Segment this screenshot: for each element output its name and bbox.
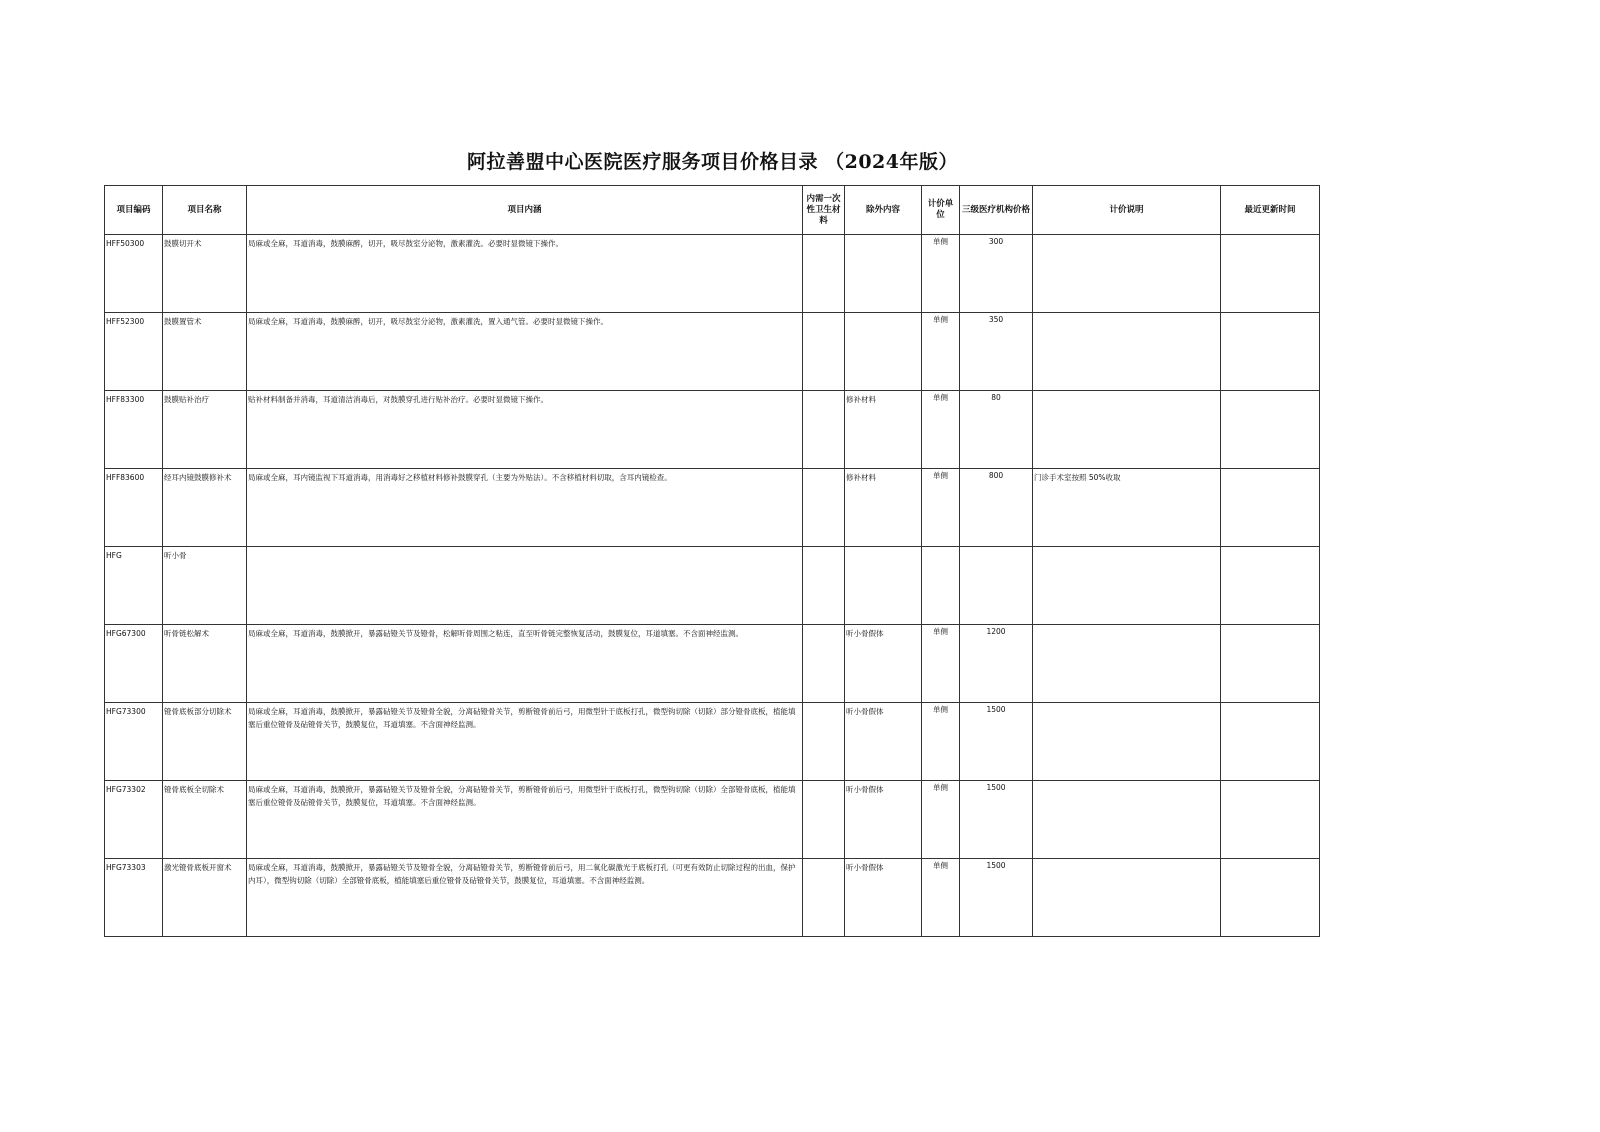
cell-price: 1500 (986, 861, 1006, 870)
cell-code: HFF50300 (106, 239, 145, 248)
cell-note (1033, 547, 1220, 549)
cell-unit: 单侧 (933, 861, 948, 870)
header-price: 三级医疗机构价格 (960, 186, 1033, 235)
cell-code: HFG (106, 551, 122, 560)
cell-price: 1500 (986, 783, 1006, 792)
cell-included (803, 235, 844, 237)
cell-updated (1221, 859, 1319, 861)
cell-updated (1221, 313, 1319, 315)
cell-note (1033, 859, 1220, 861)
cell-included (803, 781, 844, 783)
cell-name: 听小骨 (164, 551, 187, 560)
cell-unit: 单侧 (933, 393, 948, 402)
cell-included (803, 313, 844, 315)
cell-name: 经耳内镜鼓膜修补术 (164, 473, 232, 482)
cell-note (1033, 703, 1220, 705)
table-row (105, 781, 1320, 859)
table-row (105, 235, 1320, 313)
cell-updated (1221, 625, 1319, 627)
cell-included (803, 391, 844, 393)
cell-name: 听骨链松解术 (164, 629, 209, 638)
cell-price: 300 (988, 237, 1004, 246)
cell-code: HFG73303 (106, 863, 146, 872)
cell-code: HFG73300 (106, 707, 146, 716)
cell-unit: 单侧 (933, 627, 948, 636)
header-code: 项目编码 (105, 186, 163, 235)
cell-unit: 单侧 (933, 237, 948, 246)
cell-code: HFG73302 (106, 785, 146, 794)
cell-content (247, 547, 802, 549)
header-name: 项目名称 (163, 186, 247, 235)
cell-unit: 单侧 (933, 471, 948, 480)
cell-updated (1221, 235, 1319, 237)
cell-note (1033, 781, 1220, 783)
document-title: 阿拉善盟中心医院医疗服务项目价格目录 （2024年版） (467, 151, 958, 173)
cell-excluded: 修补材料 (846, 473, 876, 482)
cell-price: 80 (991, 393, 1001, 402)
cell-unit: 单侧 (933, 783, 948, 792)
header-note: 计价说明 (1033, 186, 1221, 235)
cell-code: HFF83600 (106, 473, 145, 482)
cell-content: 局麻或全麻，耳道消毒，鼓膜掀开，暴露砧镫关节及镫骨全貌，分离砧镫骨关节，剪断镫骨前后弓，用微型针于底板打孔，微型钩切除（切除）全部镫骨底板，植能填塞后重位镫骨及砧镫骨关节，鼓膜复位，耳道填塞。不含面神经监测。 (248, 785, 796, 807)
header-content: 项目内涵 (247, 186, 803, 235)
cell-note (1033, 625, 1220, 627)
cell-name: 镫骨底板全切除术 (164, 785, 224, 794)
cell-price: 350 (988, 315, 1004, 324)
cell-name: 鼓膜贴补治疗 (164, 395, 209, 404)
cell-code: HFG67300 (106, 629, 146, 638)
cell-content: 局麻或全麻，耳内镜监视下耳道消毒，用消毒好之移植材料修补鼓膜穿孔（主要为外贴法）。不含移植材料切取，含耳内镜检查。 (248, 473, 672, 482)
header-unit: 计价单位 (922, 186, 960, 235)
cell-excluded: 听小骨假体 (846, 707, 884, 716)
cell-updated (1221, 703, 1319, 705)
price-catalog-table (104, 185, 1320, 937)
cell-note (1033, 235, 1220, 237)
cell-included (803, 469, 844, 471)
cell-excluded: 听小骨假体 (846, 785, 884, 794)
cell-content: 贴补材料制备并消毒，耳道清洁消毒后，对鼓膜穿孔进行贴补治疗。必要时显微镜下操作。 (248, 395, 548, 404)
cell-excluded: 听小骨假体 (846, 629, 884, 638)
header-updated: 最近更新时间 (1221, 186, 1320, 235)
cell-included (803, 547, 844, 549)
cell-content: 局麻或全麻，耳道消毒，鼓膜麻醉，切开，吸尽鼓室分泌物，激素灌洗，置入通气管。必要时显微镜下操作。 (248, 317, 608, 326)
cell-updated (1221, 547, 1319, 549)
cell-note (1033, 313, 1220, 315)
cell-excluded: 听小骨假体 (846, 863, 884, 872)
cell-price: 1500 (986, 705, 1006, 714)
cell-price: 800 (988, 471, 1004, 480)
cell-excluded (845, 313, 921, 315)
cell-included (803, 703, 844, 705)
cell-content: 局麻或全麻，耳道消毒，鼓膜掀开，暴露砧镫关节及镫骨，松解听骨周围之粘连，直至听骨链完整恢复活动，鼓膜复位，耳道填塞。不含面神经监测。 (248, 629, 743, 638)
cell-name: 鼓膜切开术 (164, 239, 202, 248)
header-included: 内需一次性卫生材料 (803, 186, 845, 235)
cell-name: 鼓膜置管术 (164, 317, 202, 326)
cell-content: 局麻或全麻，耳道消毒，鼓膜掀开，暴露砧镫关节及镫骨全貌，分离砧镫骨关节，剪断镫骨前后弓，用微型针于底板打孔，微型钩切除（切除）部分镫骨底板，植能填塞后重位镫骨及砧镫骨关节，鼓膜复位，耳道填塞。不含面神经监测。 (248, 707, 796, 729)
cell-unit: 单侧 (933, 705, 948, 714)
table-row (105, 391, 1320, 469)
cell-excluded (845, 547, 921, 549)
cell-name: 激光镫骨底板开窗术 (164, 863, 232, 872)
table-header-row (105, 186, 1320, 235)
cell-name: 镫骨底板部分切除术 (164, 707, 232, 716)
cell-updated (1221, 469, 1319, 471)
cell-code: HFF83300 (106, 395, 145, 404)
table-row (105, 625, 1320, 703)
table-row (105, 313, 1320, 391)
cell-updated (1221, 781, 1319, 783)
cell-updated (1221, 391, 1319, 393)
cell-note: 门诊手术室按照 50%收取 (1034, 473, 1121, 482)
table-row (105, 547, 1320, 625)
cell-content: 局麻或全麻，耳道消毒，鼓膜掀开，暴露砧镫关节及镫骨全貌，分离砧镫骨关节，剪断镫骨前后弓，用二氧化碳激光于底板打孔（可更有效防止切除过程的出血，保护内耳），微型钩切除（切除）全部镫骨底板，植能填塞后重位镫骨及砧镫骨关节，鼓膜复位，耳道填塞。不含面神经监测。 (248, 863, 796, 885)
cell-price: 1200 (986, 627, 1006, 636)
table-row (105, 469, 1320, 547)
table-row (105, 703, 1320, 781)
table-row (105, 859, 1320, 937)
cell-unit: 单侧 (933, 315, 948, 324)
cell-excluded (845, 235, 921, 237)
cell-excluded: 修补材料 (846, 395, 876, 404)
cell-code: HFF52300 (106, 317, 145, 326)
cell-note (1033, 391, 1220, 393)
cell-included (803, 625, 844, 627)
header-excluded: 除外内容 (845, 186, 922, 235)
cell-included (803, 859, 844, 861)
cell-content: 局麻或全麻，耳道消毒，鼓膜麻醉，切开，吸尽鼓室分泌物，激素灌洗。必要时显微镜下操作。 (248, 239, 563, 248)
